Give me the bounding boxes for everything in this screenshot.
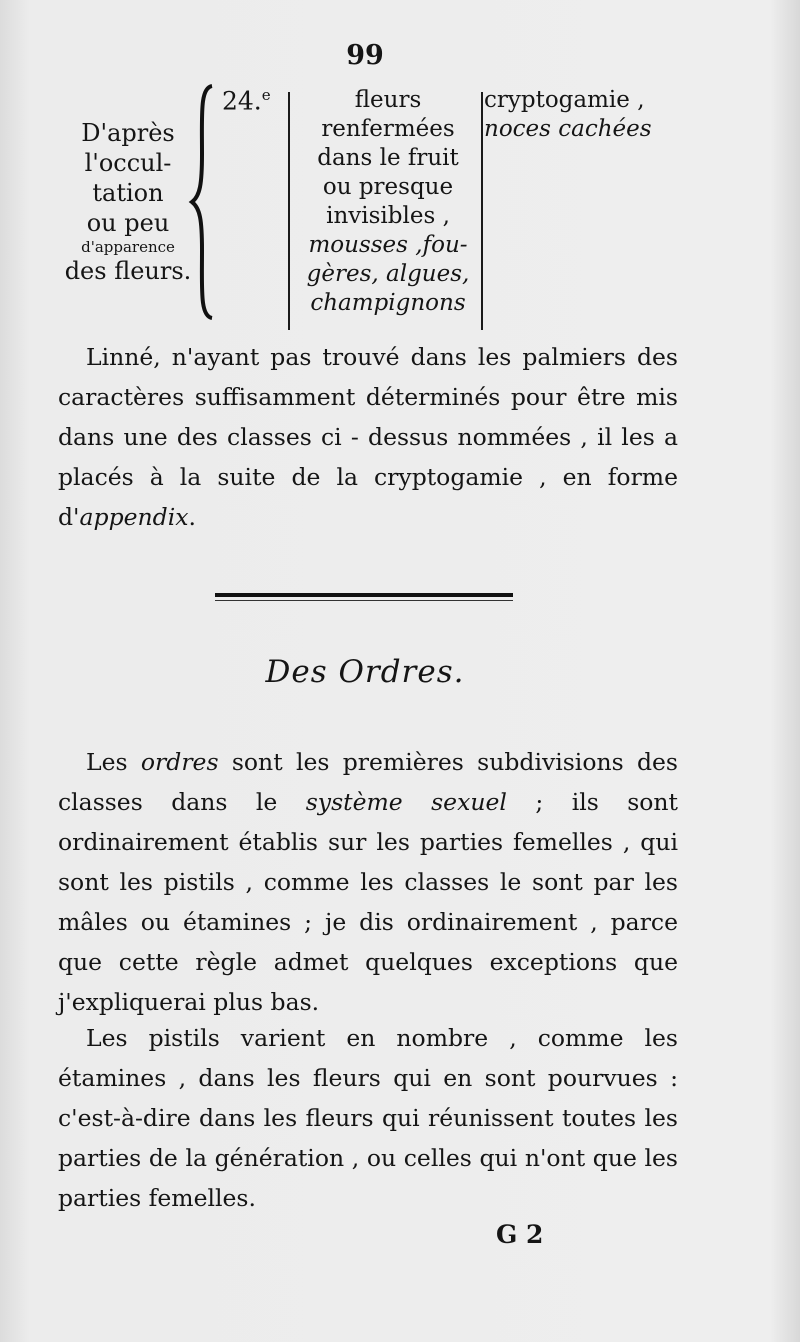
left-label-line: tation xyxy=(92,179,164,207)
section-rule xyxy=(215,593,513,597)
description-line: gères, algues, xyxy=(306,261,470,287)
table-left-label xyxy=(58,118,198,286)
description-line: champignons xyxy=(310,290,466,316)
paragraph-text: Les xyxy=(86,748,141,776)
paragraph-pistils xyxy=(58,1018,678,1218)
class-number xyxy=(222,86,271,115)
paragraph-ordres xyxy=(58,742,678,1022)
left-label-line: l'occul- xyxy=(84,149,172,177)
paragraph-text: sont les premières subdivisions des classes dans le xyxy=(58,748,678,816)
section-title: Des Ordres. xyxy=(265,654,465,690)
paragraph-italic: appendix xyxy=(79,503,189,531)
description-line: ou presque xyxy=(322,174,454,200)
paragraph-linne xyxy=(58,337,678,537)
paragraph-italic: système sexuel xyxy=(305,788,507,816)
class-number-suffix: e xyxy=(261,86,271,104)
description-line: invisibles , xyxy=(326,203,450,229)
page-number: 99 xyxy=(346,40,384,71)
table-class-name xyxy=(484,86,684,144)
left-label-line: ou peu xyxy=(86,209,170,237)
curly-brace-icon xyxy=(188,84,218,320)
left-label-line: d'apparence xyxy=(81,238,175,256)
description-line: renfermées xyxy=(321,116,455,142)
paragraph-text: Linné, n'ayant pas trouvé dans les palmiers des caractères suffisamment déterminés pour être mis dans une des classes ci - dessus nommées , il les a placés à la suite de la cryptogamie , en forme d' xyxy=(58,343,678,531)
left-label-line: des fleurs. xyxy=(64,257,192,285)
paragraph-italic: ordres xyxy=(140,748,219,776)
signature-mark: G 2 xyxy=(496,1220,544,1249)
description-line: fleurs xyxy=(354,87,422,113)
class-number-value: 24. xyxy=(222,86,262,116)
class-name-italic: noces cachées xyxy=(484,116,652,142)
description-line: mousses ,fou- xyxy=(308,232,468,258)
table-divider xyxy=(288,92,290,330)
paragraph-text: . xyxy=(188,503,196,531)
class-name-line: cryptogamie , xyxy=(484,87,645,113)
paragraph-text: Les pistils varient en nombre , comme les étamines , dans les fleurs qui en sont pourvues : c'est-à-dire dans les fleurs qui réunissent toutes les parties de la génération , ou celles qui n'ont que les parties femelles. xyxy=(58,1024,678,1212)
paragraph-text: ; ils sont ordinairement établis sur les parties femelles , qui sont les pistils , comme les classes le sont par les mâles ou étamines ; je dis ordinairement , parce que cette règle admet quelques exceptions que j'expliquerai plus bas. xyxy=(58,788,678,1016)
table-description xyxy=(294,86,482,318)
table-divider xyxy=(481,92,483,330)
left-label-line: D'après xyxy=(81,119,175,147)
description-line: dans le fruit xyxy=(317,145,459,171)
section-rule-thin xyxy=(215,600,513,601)
